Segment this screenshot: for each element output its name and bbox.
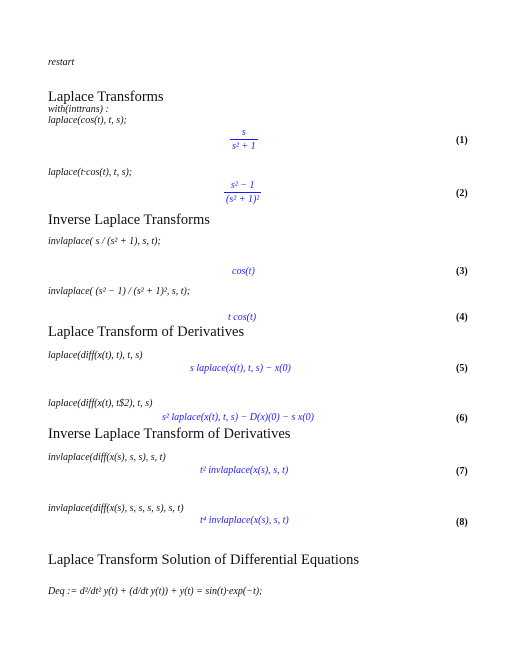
output-1-numerator: s bbox=[241, 127, 246, 138]
output-8: t⁴ invlaplace(x(s), s, t) bbox=[200, 515, 289, 526]
input-deq-definition[interactable]: Deq := d²/dt² y(t) + (d/dt y(t)) + y(t) = sin(t)·exp(−t); bbox=[48, 586, 263, 597]
output-1-denominator: s² + 1 bbox=[232, 141, 256, 152]
equation-label-8: (8) bbox=[456, 517, 468, 528]
equation-label-5: (5) bbox=[456, 363, 468, 374]
output-1 bbox=[230, 127, 258, 152]
input-with-inttrans[interactable]: with(inttrans) : bbox=[48, 104, 109, 115]
section-heading-inverse-derivatives: Inverse Laplace Transform of Derivatives bbox=[48, 426, 291, 442]
section-heading-inverse: Inverse Laplace Transforms bbox=[48, 212, 210, 228]
input-laplace-diff[interactable]: laplace(diff(x(t), t), t, s) bbox=[48, 350, 143, 361]
equation-label-7: (7) bbox=[456, 466, 468, 477]
input-laplace-tcos[interactable]: laplace(t·cos(t), t, s); bbox=[48, 167, 133, 178]
input-laplace-cos[interactable]: laplace(cos(t), t, s); bbox=[48, 115, 127, 126]
input-invlaplace-diff4[interactable]: invlaplace(diff(x(s), s, s, s, s), s, t) bbox=[48, 503, 184, 514]
output-6: s² laplace(x(t), t, s) − D(x)(0) − s x(0) bbox=[162, 412, 314, 423]
section-heading-laplace: Laplace Transforms bbox=[48, 89, 164, 105]
output-4: t cos(t) bbox=[228, 312, 257, 323]
equation-label-4: (4) bbox=[456, 312, 468, 323]
output-7: t² invlaplace(x(s), s, t) bbox=[200, 465, 289, 476]
equation-label-1: (1) bbox=[456, 135, 468, 146]
output-2-numerator: s² − 1 bbox=[230, 180, 255, 191]
equation-label-2: (2) bbox=[456, 188, 468, 199]
output-3: cos(t) bbox=[232, 266, 255, 277]
input-invlaplace-diff[interactable]: invlaplace(diff(x(s), s, s), s, t) bbox=[48, 452, 166, 463]
section-heading-ode: Laplace Transform Solution of Differential Equations bbox=[48, 552, 360, 568]
section-heading-derivatives: Laplace Transform of Derivatives bbox=[48, 324, 245, 340]
input-laplace-diff2[interactable]: laplace(diff(x(t), t$2), t, s) bbox=[48, 398, 153, 409]
output-2 bbox=[224, 180, 261, 205]
output-5: s laplace(x(t), t, s) − x(0) bbox=[190, 363, 291, 374]
equation-label-6: (6) bbox=[456, 413, 468, 424]
equation-label-3: (3) bbox=[456, 266, 468, 277]
restart-command[interactable]: restart bbox=[48, 57, 75, 68]
output-2-denominator: (s² + 1)² bbox=[226, 194, 260, 205]
input-invlaplace-frac[interactable]: invlaplace( s / (s² + 1), s, t); bbox=[48, 236, 161, 247]
input-invlaplace-frac2[interactable]: invlaplace( (s² − 1) / (s² + 1)², s, t); bbox=[48, 286, 191, 297]
